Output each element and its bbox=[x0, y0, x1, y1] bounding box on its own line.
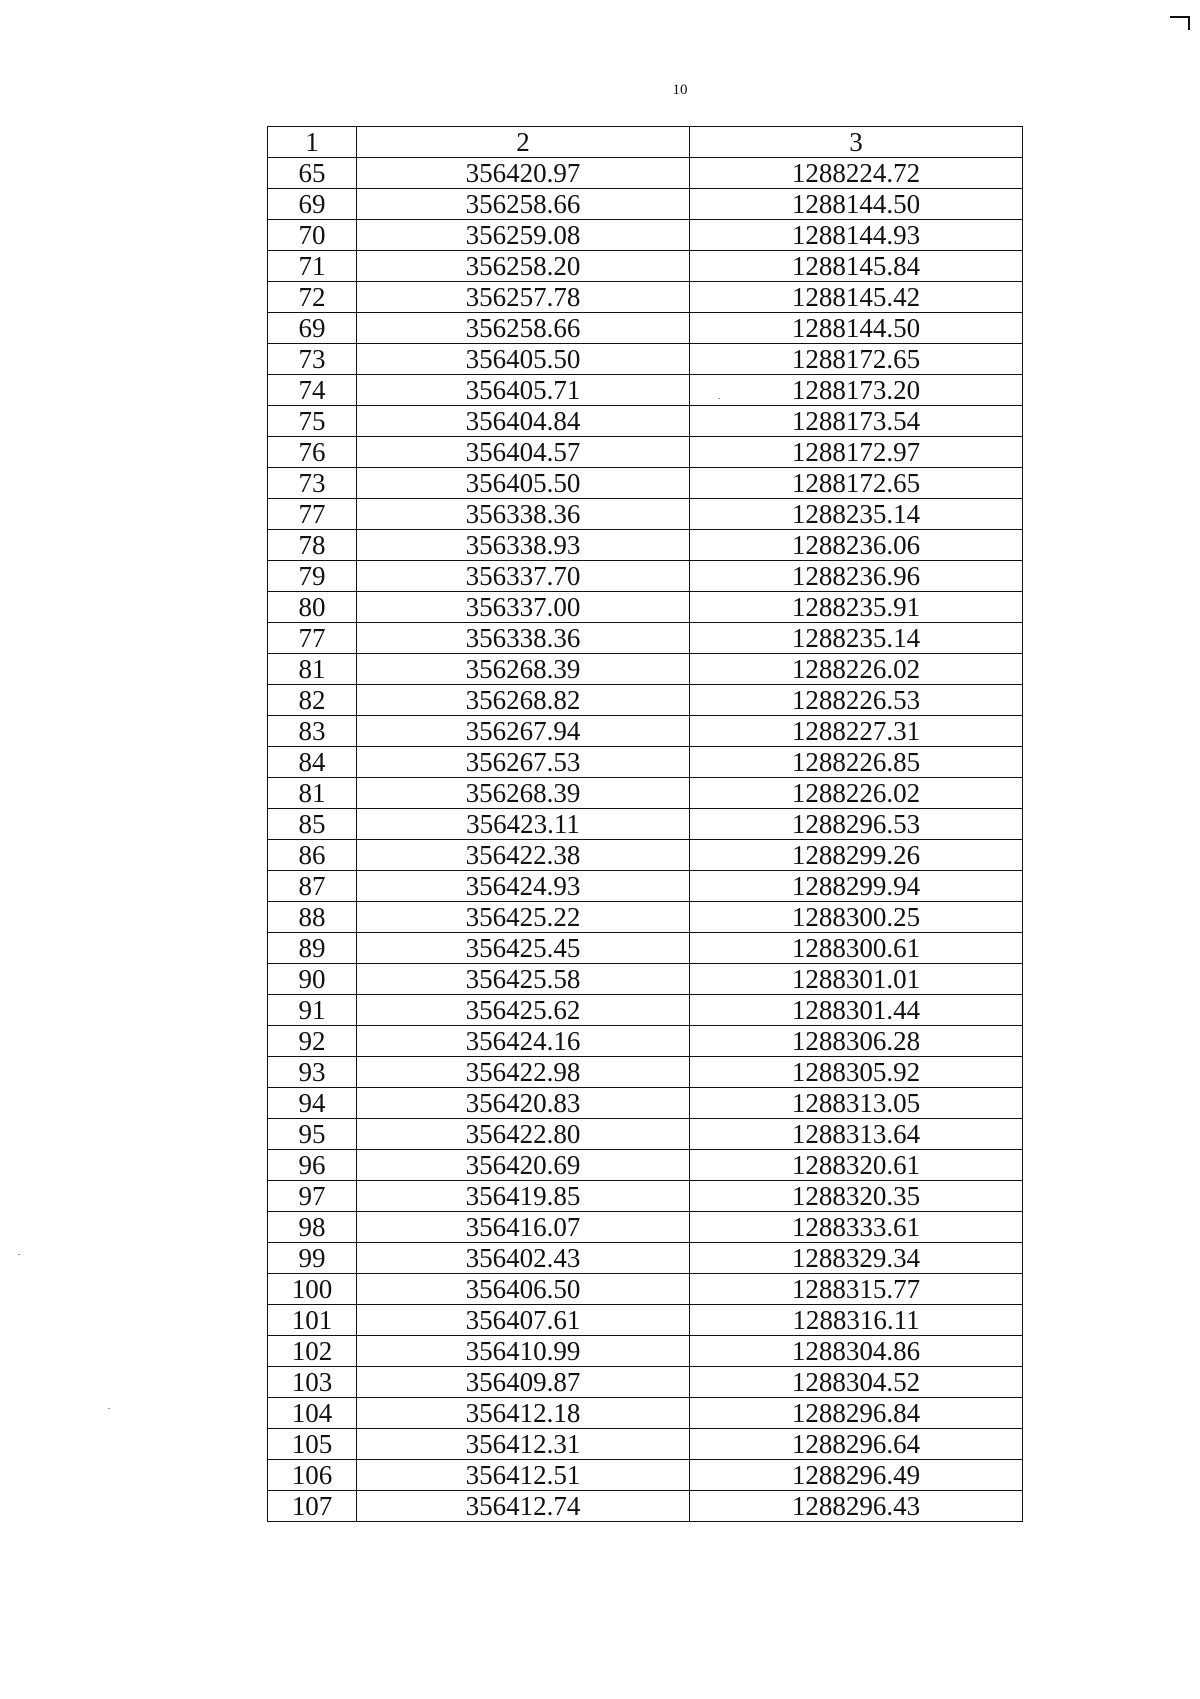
x-coordinate-cell: 356412.74 bbox=[357, 1491, 690, 1522]
x-coordinate-cell: 356257.78 bbox=[357, 282, 690, 313]
table-row bbox=[268, 902, 1023, 933]
table-row bbox=[268, 220, 1023, 251]
y-coordinate-cell: 1288144.50 bbox=[690, 189, 1023, 220]
y-coordinate-cell: 1288236.96 bbox=[690, 561, 1023, 592]
x-coordinate-cell: 356267.94 bbox=[357, 716, 690, 747]
scan-speck bbox=[18, 1254, 20, 1255]
point-number-cell: 72 bbox=[268, 282, 357, 313]
point-number-cell: 101 bbox=[268, 1305, 357, 1336]
x-coordinate-cell: 356267.53 bbox=[357, 747, 690, 778]
x-coordinate-cell: 356425.22 bbox=[357, 902, 690, 933]
x-coordinate-cell: 356405.50 bbox=[357, 468, 690, 499]
point-number-cell: 70 bbox=[268, 220, 357, 251]
table-row bbox=[268, 561, 1023, 592]
y-coordinate-cell: 1288304.52 bbox=[690, 1367, 1023, 1398]
point-number-cell: 90 bbox=[268, 964, 357, 995]
y-coordinate-cell: 1288172.65 bbox=[690, 468, 1023, 499]
table-row bbox=[268, 344, 1023, 375]
x-coordinate-cell: 356268.82 bbox=[357, 685, 690, 716]
y-coordinate-cell: 1288145.42 bbox=[690, 282, 1023, 313]
page-number bbox=[0, 82, 1200, 99]
y-coordinate-cell: 1288235.14 bbox=[690, 623, 1023, 654]
point-number-cell: 81 bbox=[268, 778, 357, 809]
y-coordinate-cell: 1288305.92 bbox=[690, 1057, 1023, 1088]
table-row bbox=[268, 1274, 1023, 1305]
x-coordinate-cell: 356268.39 bbox=[357, 654, 690, 685]
y-coordinate-cell: 1288296.43 bbox=[690, 1491, 1023, 1522]
y-coordinate-cell: 1288224.72 bbox=[690, 158, 1023, 189]
y-coordinate-cell: 1288304.86 bbox=[690, 1336, 1023, 1367]
table-body bbox=[268, 158, 1023, 1522]
x-coordinate-cell: 356422.80 bbox=[357, 1119, 690, 1150]
page-number-text: 10 bbox=[672, 82, 688, 98]
point-number-cell: 84 bbox=[268, 747, 357, 778]
table-header-row bbox=[268, 127, 1023, 158]
y-coordinate-cell: 1288144.93 bbox=[690, 220, 1023, 251]
point-number-cell: 93 bbox=[268, 1057, 357, 1088]
y-coordinate-cell: 1288300.61 bbox=[690, 933, 1023, 964]
y-coordinate-cell: 1288299.26 bbox=[690, 840, 1023, 871]
point-number-cell: 81 bbox=[268, 654, 357, 685]
table-row bbox=[268, 1305, 1023, 1336]
table-row bbox=[268, 406, 1023, 437]
x-coordinate-cell: 356423.11 bbox=[357, 809, 690, 840]
x-coordinate-cell: 356425.45 bbox=[357, 933, 690, 964]
x-coordinate-cell: 356416.07 bbox=[357, 1212, 690, 1243]
y-coordinate-cell: 1288227.31 bbox=[690, 716, 1023, 747]
point-number-cell: 94 bbox=[268, 1088, 357, 1119]
x-coordinate-cell: 356404.84 bbox=[357, 406, 690, 437]
table-row bbox=[268, 716, 1023, 747]
y-coordinate-cell: 1288235.14 bbox=[690, 499, 1023, 530]
point-number-cell: 96 bbox=[268, 1150, 357, 1181]
point-number-cell: 99 bbox=[268, 1243, 357, 1274]
table-row bbox=[268, 1212, 1023, 1243]
x-coordinate-cell: 356409.87 bbox=[357, 1367, 690, 1398]
table-row bbox=[268, 282, 1023, 313]
column-header-2: 2 bbox=[357, 127, 690, 158]
y-coordinate-cell: 1288172.65 bbox=[690, 344, 1023, 375]
point-number-cell: 69 bbox=[268, 189, 357, 220]
point-number-cell: 89 bbox=[268, 933, 357, 964]
y-coordinate-cell: 1288236.06 bbox=[690, 530, 1023, 561]
y-coordinate-cell: 1288313.64 bbox=[690, 1119, 1023, 1150]
table-row bbox=[268, 499, 1023, 530]
point-number-cell: 73 bbox=[268, 344, 357, 375]
x-coordinate-cell: 356402.43 bbox=[357, 1243, 690, 1274]
y-coordinate-cell: 1288173.20 bbox=[690, 375, 1023, 406]
y-coordinate-cell: 1288145.84 bbox=[690, 251, 1023, 282]
x-coordinate-cell: 356419.85 bbox=[357, 1181, 690, 1212]
x-coordinate-cell: 356420.97 bbox=[357, 158, 690, 189]
column-header-1: 1 bbox=[268, 127, 357, 158]
table-row bbox=[268, 313, 1023, 344]
x-coordinate-cell: 356268.39 bbox=[357, 778, 690, 809]
y-coordinate-cell: 1288316.11 bbox=[690, 1305, 1023, 1336]
y-coordinate-cell: 1288301.44 bbox=[690, 995, 1023, 1026]
x-coordinate-cell: 356412.31 bbox=[357, 1429, 690, 1460]
point-number-cell: 103 bbox=[268, 1367, 357, 1398]
x-coordinate-cell: 356338.36 bbox=[357, 623, 690, 654]
point-number-cell: 82 bbox=[268, 685, 357, 716]
table-row bbox=[268, 1181, 1023, 1212]
point-number-cell: 91 bbox=[268, 995, 357, 1026]
table-row bbox=[268, 251, 1023, 282]
table-row bbox=[268, 1429, 1023, 1460]
x-coordinate-cell: 356338.93 bbox=[357, 530, 690, 561]
table-row bbox=[268, 1026, 1023, 1057]
point-number-cell: 105 bbox=[268, 1429, 357, 1460]
x-coordinate-cell: 356422.98 bbox=[357, 1057, 690, 1088]
y-coordinate-cell: 1288296.53 bbox=[690, 809, 1023, 840]
point-number-cell: 83 bbox=[268, 716, 357, 747]
y-coordinate-cell: 1288296.49 bbox=[690, 1460, 1023, 1491]
point-number-cell: 77 bbox=[268, 623, 357, 654]
table-row bbox=[268, 747, 1023, 778]
point-number-cell: 85 bbox=[268, 809, 357, 840]
table-row bbox=[268, 592, 1023, 623]
table-row bbox=[268, 1057, 1023, 1088]
point-number-cell: 65 bbox=[268, 158, 357, 189]
point-number-cell: 78 bbox=[268, 530, 357, 561]
x-coordinate-cell: 356425.62 bbox=[357, 995, 690, 1026]
point-number-cell: 95 bbox=[268, 1119, 357, 1150]
y-coordinate-cell: 1288226.02 bbox=[690, 654, 1023, 685]
point-number-cell: 77 bbox=[268, 499, 357, 530]
x-coordinate-cell: 356412.51 bbox=[357, 1460, 690, 1491]
x-coordinate-cell: 356422.38 bbox=[357, 840, 690, 871]
table-row bbox=[268, 995, 1023, 1026]
y-coordinate-cell: 1288296.64 bbox=[690, 1429, 1023, 1460]
point-number-cell: 69 bbox=[268, 313, 357, 344]
y-coordinate-cell: 1288235.91 bbox=[690, 592, 1023, 623]
y-coordinate-cell: 1288226.85 bbox=[690, 747, 1023, 778]
x-coordinate-cell: 356258.20 bbox=[357, 251, 690, 282]
y-coordinate-cell: 1288144.50 bbox=[690, 313, 1023, 344]
point-number-cell: 106 bbox=[268, 1460, 357, 1491]
table-row bbox=[268, 654, 1023, 685]
y-coordinate-cell: 1288226.53 bbox=[690, 685, 1023, 716]
y-coordinate-cell: 1288301.01 bbox=[690, 964, 1023, 995]
x-coordinate-cell: 356259.08 bbox=[357, 220, 690, 251]
table-row bbox=[268, 933, 1023, 964]
point-number-cell: 71 bbox=[268, 251, 357, 282]
x-coordinate-cell: 356337.00 bbox=[357, 592, 690, 623]
point-number-cell: 102 bbox=[268, 1336, 357, 1367]
table-row bbox=[268, 189, 1023, 220]
table-row bbox=[268, 1460, 1023, 1491]
point-number-cell: 92 bbox=[268, 1026, 357, 1057]
scan-speck bbox=[718, 398, 720, 399]
table-row bbox=[268, 1491, 1023, 1522]
point-number-cell: 79 bbox=[268, 561, 357, 592]
x-coordinate-cell: 356405.71 bbox=[357, 375, 690, 406]
point-number-cell: 80 bbox=[268, 592, 357, 623]
point-number-cell: 88 bbox=[268, 902, 357, 933]
x-coordinate-cell: 356424.16 bbox=[357, 1026, 690, 1057]
table-row bbox=[268, 468, 1023, 499]
point-number-cell: 75 bbox=[268, 406, 357, 437]
table-row bbox=[268, 158, 1023, 189]
y-coordinate-cell: 1288226.02 bbox=[690, 778, 1023, 809]
y-coordinate-cell: 1288320.35 bbox=[690, 1181, 1023, 1212]
point-number-cell: 98 bbox=[268, 1212, 357, 1243]
table-row bbox=[268, 530, 1023, 561]
point-number-cell: 73 bbox=[268, 468, 357, 499]
table-row bbox=[268, 437, 1023, 468]
point-number-cell: 104 bbox=[268, 1398, 357, 1429]
table-row bbox=[268, 623, 1023, 654]
x-coordinate-cell: 356406.50 bbox=[357, 1274, 690, 1305]
x-coordinate-cell: 356337.70 bbox=[357, 561, 690, 592]
point-number-cell: 76 bbox=[268, 437, 357, 468]
table-row bbox=[268, 685, 1023, 716]
y-coordinate-cell: 1288313.05 bbox=[690, 1088, 1023, 1119]
table-row bbox=[268, 1088, 1023, 1119]
coordinates-table bbox=[267, 126, 1023, 1522]
x-coordinate-cell: 356404.57 bbox=[357, 437, 690, 468]
x-coordinate-cell: 356407.61 bbox=[357, 1305, 690, 1336]
x-coordinate-cell: 356424.93 bbox=[357, 871, 690, 902]
column-header-3: 3 bbox=[690, 127, 1023, 158]
x-coordinate-cell: 356425.58 bbox=[357, 964, 690, 995]
point-number-cell: 107 bbox=[268, 1491, 357, 1522]
table-row bbox=[268, 1150, 1023, 1181]
table-row bbox=[268, 809, 1023, 840]
y-coordinate-cell: 1288315.77 bbox=[690, 1274, 1023, 1305]
point-number-cell: 87 bbox=[268, 871, 357, 902]
y-coordinate-cell: 1288173.54 bbox=[690, 406, 1023, 437]
y-coordinate-cell: 1288333.61 bbox=[690, 1212, 1023, 1243]
point-number-cell: 100 bbox=[268, 1274, 357, 1305]
y-coordinate-cell: 1288172.97 bbox=[690, 437, 1023, 468]
table-row bbox=[268, 778, 1023, 809]
x-coordinate-cell: 356410.99 bbox=[357, 1336, 690, 1367]
x-coordinate-cell: 356412.18 bbox=[357, 1398, 690, 1429]
x-coordinate-cell: 356420.69 bbox=[357, 1150, 690, 1181]
y-coordinate-cell: 1288329.34 bbox=[690, 1243, 1023, 1274]
point-number-cell: 74 bbox=[268, 375, 357, 406]
corner-crop-mark bbox=[1170, 12, 1192, 30]
x-coordinate-cell: 356405.50 bbox=[357, 344, 690, 375]
table-row bbox=[268, 871, 1023, 902]
y-coordinate-cell: 1288299.94 bbox=[690, 871, 1023, 902]
x-coordinate-cell: 356338.36 bbox=[357, 499, 690, 530]
table-row bbox=[268, 964, 1023, 995]
table-row bbox=[268, 840, 1023, 871]
x-coordinate-cell: 356258.66 bbox=[357, 189, 690, 220]
x-coordinate-cell: 356258.66 bbox=[357, 313, 690, 344]
y-coordinate-cell: 1288296.84 bbox=[690, 1398, 1023, 1429]
y-coordinate-cell: 1288300.25 bbox=[690, 902, 1023, 933]
point-number-cell: 97 bbox=[268, 1181, 357, 1212]
table-row bbox=[268, 1398, 1023, 1429]
scan-speck bbox=[108, 1408, 110, 1409]
y-coordinate-cell: 1288320.61 bbox=[690, 1150, 1023, 1181]
x-coordinate-cell: 356420.83 bbox=[357, 1088, 690, 1119]
table-row bbox=[268, 1119, 1023, 1150]
table-row bbox=[268, 1367, 1023, 1398]
table-row bbox=[268, 1336, 1023, 1367]
point-number-cell: 86 bbox=[268, 840, 357, 871]
table-row bbox=[268, 375, 1023, 406]
table-row bbox=[268, 1243, 1023, 1274]
y-coordinate-cell: 1288306.28 bbox=[690, 1026, 1023, 1057]
